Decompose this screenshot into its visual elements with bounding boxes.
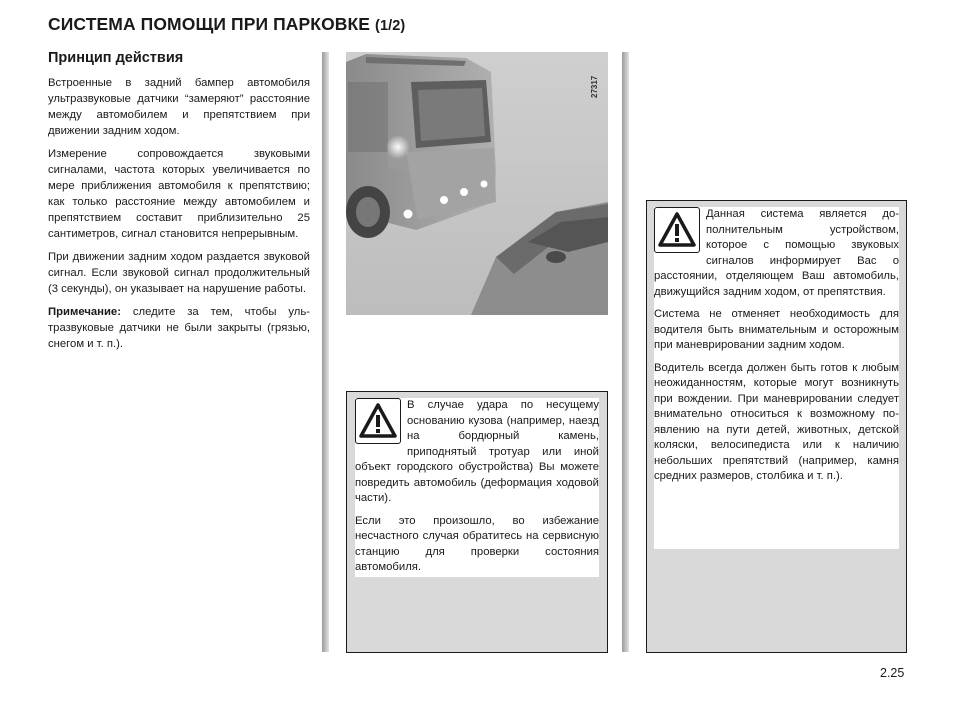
note-paragraph bbox=[48, 304, 310, 352]
illustration-drawing bbox=[346, 52, 608, 315]
warning-content bbox=[654, 207, 899, 549]
column-divider bbox=[622, 52, 629, 652]
page-number: 2.25 bbox=[880, 666, 905, 680]
warning-triangle-icon bbox=[654, 207, 700, 253]
note-text: следите за тем, чтобы ультразвуковые датчики не были закрыты (грязью, снегом и т. п.). bbox=[48, 306, 310, 350]
section-heading: Принцип действия bbox=[48, 50, 184, 66]
warning-content bbox=[355, 398, 599, 577]
paragraph: Встроенные в задний бампер автомобиля ультразвуковые датчики “замеряют” расстояние между автомобилем и препятствием при движении задним ходом. bbox=[48, 77, 310, 137]
paragraph: При движении задним ходом раздается звуковой сигнал. Если звуковой сигнал продолжительный (3 секунды), он указывает на нарушение работы. bbox=[48, 251, 310, 295]
illustration-number: 27317 bbox=[590, 75, 599, 98]
paragraph: Измерение сопровождается звуковыми сигналами, частота которых увеличивается по мере приближения автомобиля к препятствию; как только расстояние между автомобилем и препятствием составит приблизительно 25 сантиметров, сигнал становится непрерывным. bbox=[48, 148, 310, 240]
warning-paragraph: Водитель всегда должен быть готов к любым неожиданностям, которые могут возникнуть при вождении. При маневрировании следует внимательно относиться к возможному появлению на пути детей, животных, детской коляски, велосипедиста или к наличию небольших препятствий (например, камня средних размеров, столбика и т. п.). bbox=[654, 361, 899, 482]
warning-paragraph: Данная система является дополнительным устройством, которое с помощью звуковых сигналов информирует Вас о расстоянии, отделяющем Ваш автомобиль, движущийся задним ходом, от препятствия. bbox=[654, 208, 899, 298]
warning-paragraph: Если это произошло, во избежание несчастного случая обратитесь на сервисную станцию для проверки состояния автомобиля. bbox=[355, 514, 599, 573]
note-label: Примечание: bbox=[48, 306, 121, 318]
page-title bbox=[48, 14, 405, 35]
title-text: СИСТЕМА ПОМОЩИ ПРИ ПАРКОВКЕ bbox=[48, 14, 371, 34]
warning-box-impact bbox=[346, 391, 608, 653]
title-part: (1/2) bbox=[375, 18, 406, 34]
warning-box-system bbox=[646, 200, 907, 653]
warning-paragraph: В случае удара по несущему основанию кузова (например, наезд на бордюрный камень, приподнятый тротуар или иной объект городского обустройства) Вы можете повредить автомобиль (деформация ходовой части). bbox=[355, 399, 599, 504]
car-rear-parking-illustration bbox=[346, 52, 608, 315]
text-column bbox=[48, 50, 310, 359]
column-divider bbox=[322, 52, 329, 652]
warning-paragraph: Система не отменяет необходимость для водителя быть внимательным и осторожным при маневрировании задним ходом. bbox=[654, 308, 899, 351]
warning-triangle-icon bbox=[355, 398, 401, 444]
